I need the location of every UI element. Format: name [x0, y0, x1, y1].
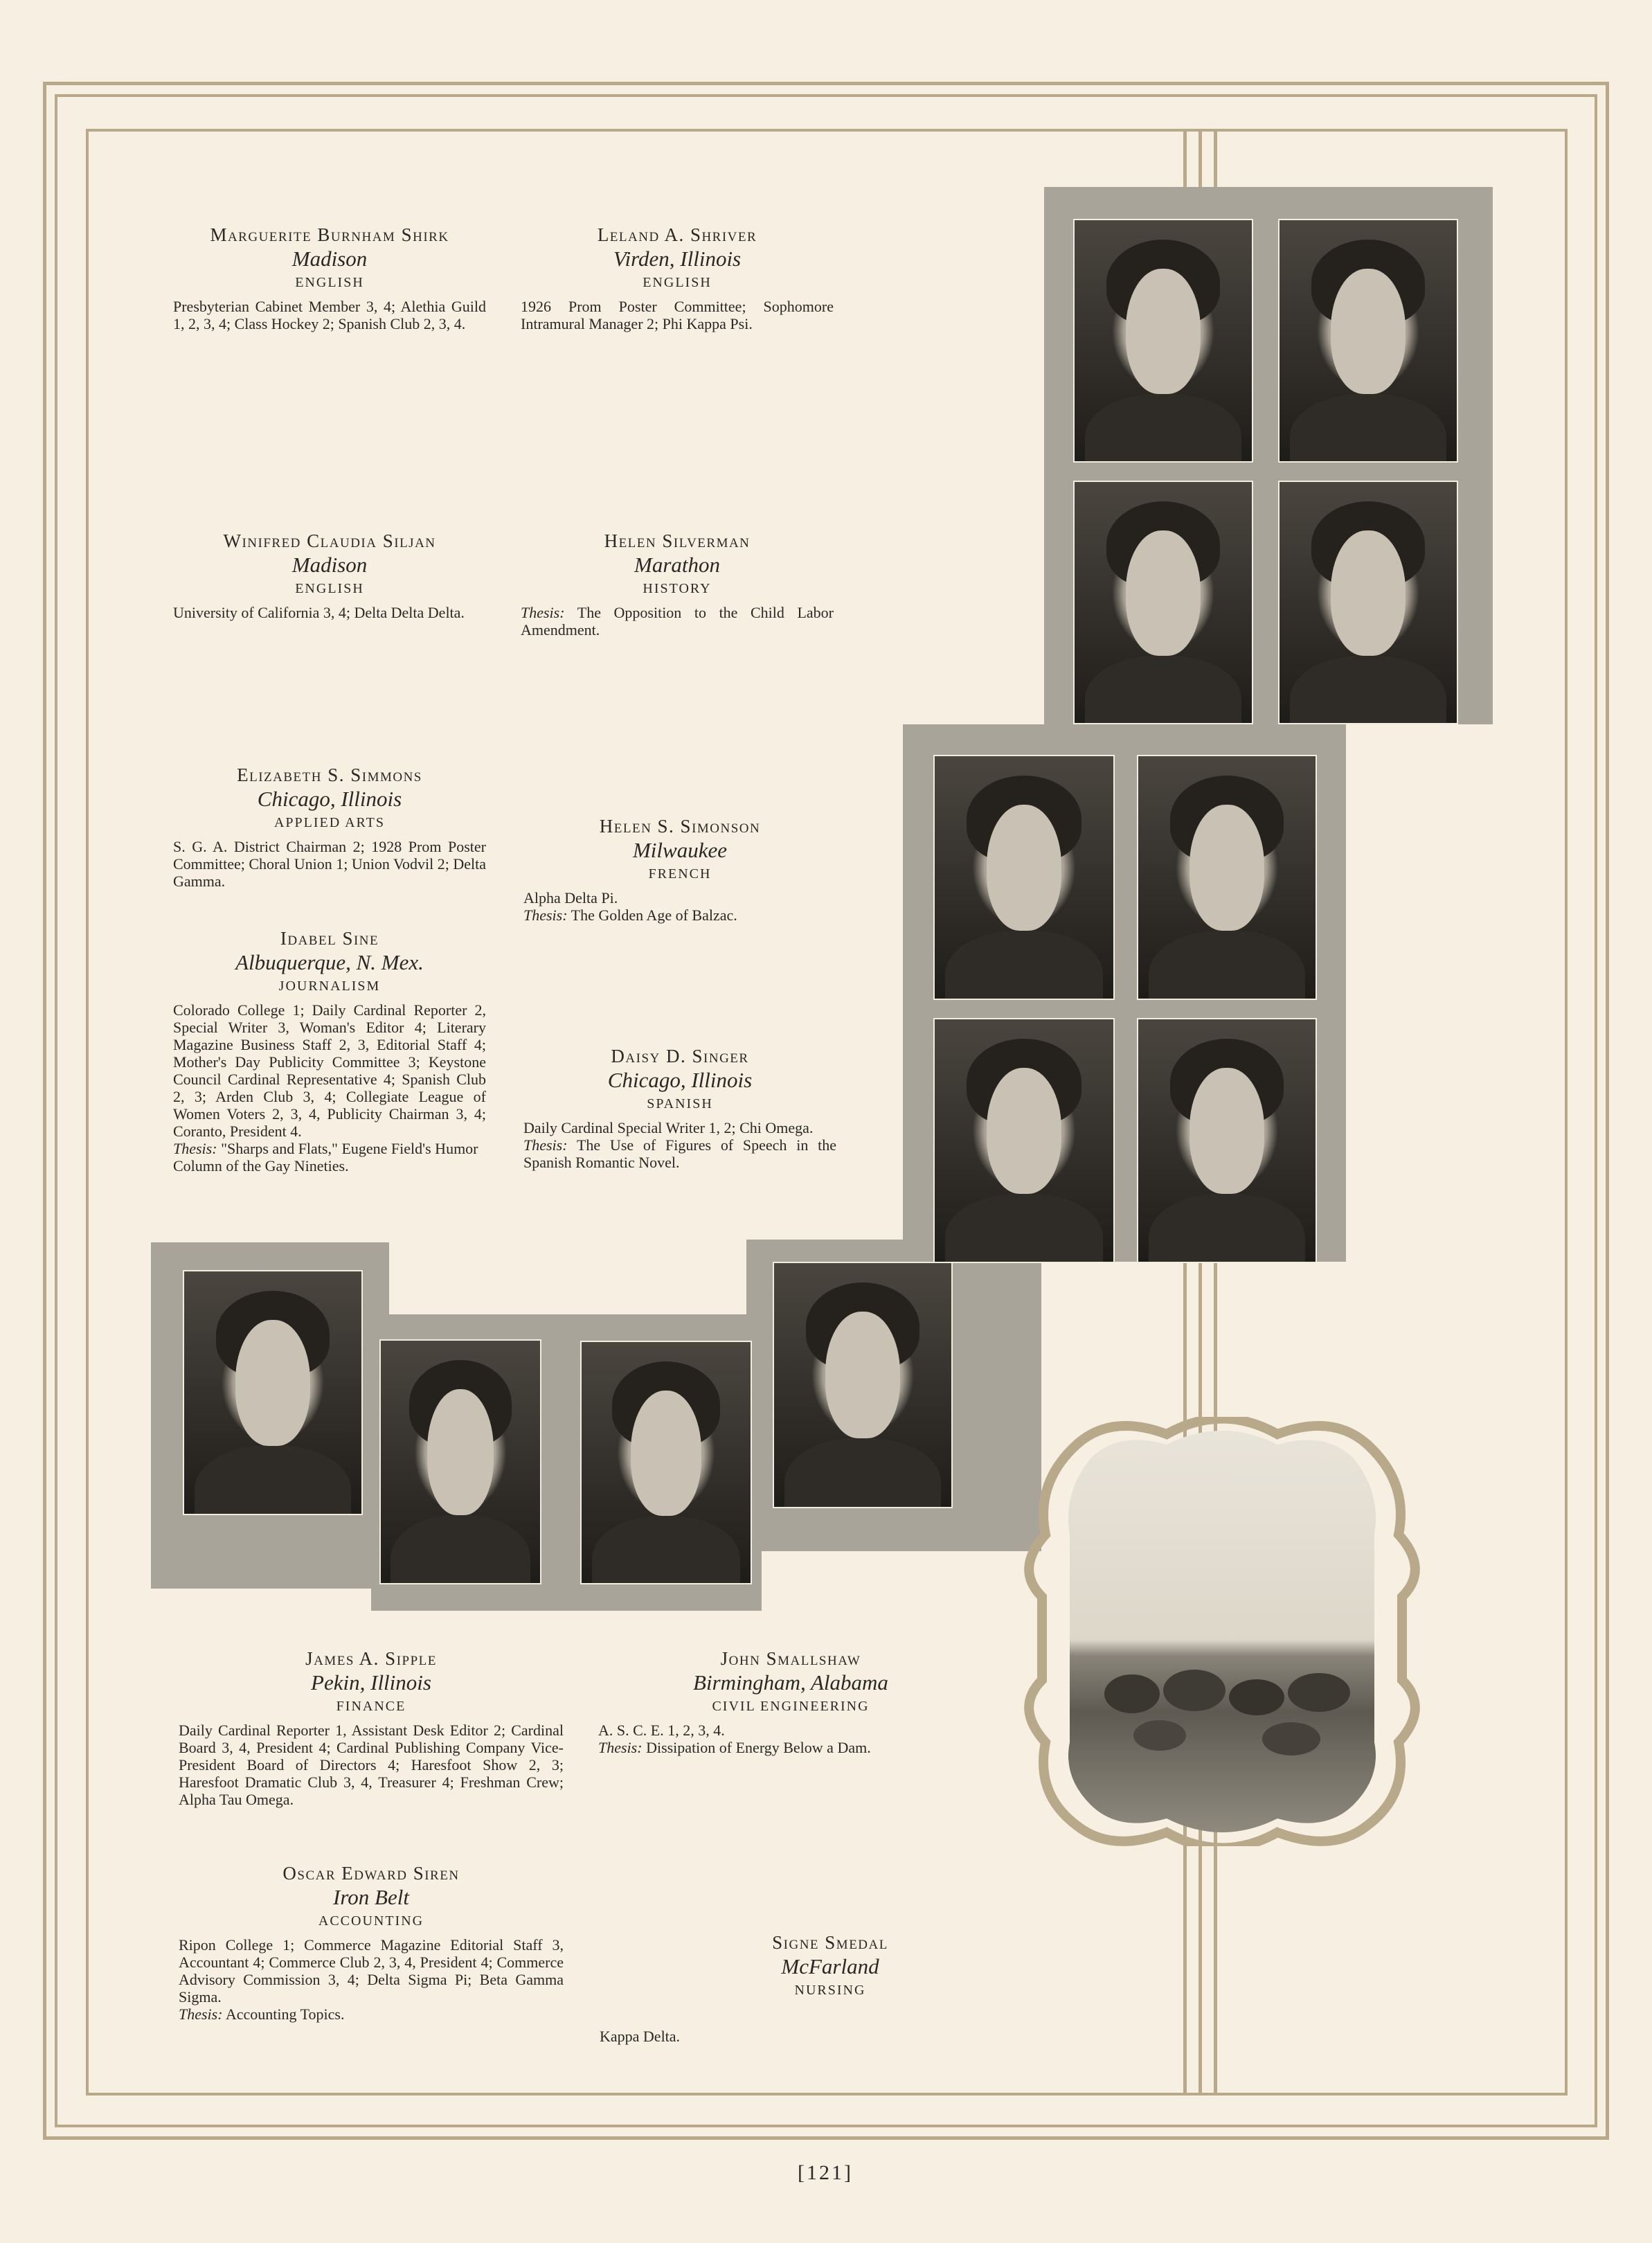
hometown: Madison — [291, 247, 368, 271]
thesis-block — [598, 1739, 983, 1756]
portrait-body — [1149, 1194, 1304, 1263]
major: FRENCH — [648, 866, 712, 882]
entry-sipple — [179, 1647, 564, 1808]
thesis-title: The Golden Age of Balzac. — [571, 906, 737, 924]
landscape-cartouche — [1014, 1417, 1430, 1846]
entry-sine — [173, 927, 486, 1174]
major: CIVIL ENGINEERING — [712, 1699, 870, 1714]
portrait-body — [784, 1438, 940, 1508]
hometown: Chicago, Illinois — [257, 787, 402, 811]
portrait-face — [1189, 805, 1264, 931]
entry-shirk — [173, 223, 486, 332]
student-name: Elizabeth S. Simmons — [237, 765, 422, 785]
student-name: Oscar Edward Siren — [282, 1863, 460, 1884]
thesis-label: Thesis: — [521, 604, 565, 621]
hometown: Albuquerque, N. Mex. — [235, 950, 424, 974]
thesis-block — [179, 2005, 564, 2023]
student-name: Leland A. Shriver — [597, 224, 757, 245]
ornament-bar — [1198, 1814, 1202, 2095]
thesis-block — [173, 1140, 486, 1174]
major: APPLIED ARTS — [273, 815, 386, 830]
activities: 1926 Prom Poster Committee; Sophomore Intramural Manager 2; Phi Kappa Psi. — [521, 298, 834, 332]
activities: Alpha Delta Pi. — [523, 889, 618, 906]
portrait-simmons — [933, 755, 1115, 1000]
major: FINANCE — [336, 1699, 406, 1714]
ornament-bar — [1183, 129, 1187, 187]
portrait-body — [1149, 931, 1304, 1000]
portrait-shriver — [1278, 219, 1458, 463]
portrait-smedal — [773, 1262, 953, 1508]
thesis-title: Accounting Topics. — [225, 2005, 345, 2023]
portrait-sipple — [183, 1270, 363, 1515]
tree — [1262, 1722, 1320, 1755]
ornament-bar — [1183, 1814, 1187, 2095]
portrait-body — [1290, 656, 1446, 724]
thesis-title: The Opposition to the Child Labor Amendment. — [521, 604, 834, 638]
hometown: Chicago, Illinois — [607, 1068, 753, 1092]
entry-silverman — [521, 529, 834, 638]
tree — [1133, 1720, 1186, 1751]
thesis-title: Dissipation of Energy Below a Dam. — [646, 1739, 871, 1756]
hometown: Pekin, Illinois — [311, 1670, 431, 1695]
thesis-title: The Use of Figures of Speech in the Spanish Romantic Novel. — [523, 1136, 836, 1171]
thesis-label: Thesis: — [173, 1140, 217, 1157]
portrait-simonson — [1137, 755, 1317, 1000]
student-name: John Smallshaw — [720, 1648, 861, 1669]
major: ENGLISH — [643, 275, 712, 290]
entry-smallshaw — [598, 1647, 983, 1756]
tree — [1288, 1673, 1350, 1712]
activities: Daily Cardinal Special Writer 1, 2; Chi Omega. — [523, 1119, 814, 1136]
hometown: Birmingham, Alabama — [693, 1670, 888, 1695]
entry-singer — [523, 1044, 836, 1171]
hometown: McFarland — [781, 1954, 879, 1978]
ornament-bar — [1214, 129, 1217, 187]
activities: Presbyterian Cabinet Member 3, 4; Alethia Guild 1, 2, 3, 4; Class Hockey 2; Spanish Club 2, 3, 4. — [173, 298, 486, 332]
portrait-face — [631, 1391, 701, 1516]
portrait-face — [987, 1068, 1061, 1194]
thesis-block — [523, 906, 836, 924]
major: SPANISH — [647, 1096, 713, 1111]
tree — [1229, 1679, 1284, 1715]
portrait-smallshaw — [379, 1339, 541, 1584]
portrait-face — [1331, 530, 1406, 656]
entry-simmons — [173, 763, 486, 890]
page-number-value: 121 — [807, 2161, 844, 2184]
hometown: Madison — [291, 553, 368, 577]
ornament-bar — [1198, 129, 1202, 187]
portrait-face — [235, 1320, 310, 1446]
ornament-bar — [1214, 1814, 1217, 2095]
student-name: Helen Silverman — [604, 530, 751, 551]
major: ENGLISH — [295, 581, 364, 596]
student-name: Helen S. Simonson — [599, 816, 761, 837]
portrait-body — [1085, 394, 1241, 463]
activities: Kappa Delta. — [600, 2028, 681, 2045]
student-name: James A. Sipple — [305, 1648, 437, 1669]
landscape-image — [1056, 1431, 1388, 1832]
tree — [1104, 1674, 1160, 1713]
major: ACCOUNTING — [318, 1913, 424, 1929]
thesis-block — [521, 604, 834, 638]
portrait-face — [1331, 269, 1406, 394]
portrait-face — [1126, 269, 1201, 394]
hometown: Iron Belt — [333, 1885, 409, 1909]
page-number: [121] — [798, 2161, 853, 2184]
student-name: Idabel Sine — [280, 928, 379, 949]
portrait-body — [945, 931, 1102, 1000]
portrait-sine — [933, 1018, 1115, 1263]
portrait-face — [1126, 530, 1201, 656]
entry-siren — [179, 1861, 564, 2023]
portrait-face — [825, 1312, 900, 1438]
thesis-label: Thesis: — [179, 2005, 223, 2023]
portrait-face — [1189, 1068, 1264, 1194]
activities: S. G. A. District Chairman 2; 1928 Prom Poster Committee; Choral Union 1; Union Vodvil 2; Delta Gamma. — [173, 838, 486, 890]
tree — [1163, 1670, 1225, 1711]
entry-smedal — [600, 1931, 985, 2045]
portrait-siljan — [1073, 481, 1253, 724]
hometown: Milwaukee — [632, 838, 727, 862]
portrait-face — [427, 1389, 494, 1515]
entry-simonson — [523, 814, 836, 924]
entry-siljan — [173, 529, 486, 621]
portrait-body — [1085, 656, 1241, 724]
portrait-face — [987, 805, 1061, 931]
major: HISTORY — [643, 581, 712, 596]
hometown: Marathon — [634, 553, 720, 577]
activities: A. S. C. E. 1, 2, 3, 4. — [598, 1722, 725, 1739]
student-name: Signe Smedal — [772, 1932, 888, 1953]
thesis-label: Thesis: — [523, 1136, 568, 1154]
portrait-body — [945, 1194, 1102, 1263]
major: ENGLISH — [295, 275, 364, 290]
student-name: Marguerite Burnham Shirk — [210, 224, 449, 245]
hometown: Virden, Illinois — [613, 247, 742, 271]
major: NURSING — [794, 1983, 866, 1998]
thesis-label: Thesis: — [523, 906, 568, 924]
student-name: Daisy D. Singer — [611, 1046, 749, 1066]
thesis-block — [523, 1136, 836, 1171]
portrait-body — [195, 1446, 350, 1515]
activities: Daily Cardinal Reporter 1, Assistant Desk Editor 2; Cardinal Board 3, 4, President 4; Cardinal Publishing Company Vice-President Board of Directors 4; Haresfoot Show 2, 3; Haresfoot Dramatic Club 3, 4, Treasurer 4; Freshman Crew; Alpha Tau Omega. — [179, 1722, 564, 1808]
portrait-body — [592, 1516, 741, 1584]
student-name: Winifred Claudia Siljan — [223, 530, 436, 551]
thesis-label: Thesis: — [598, 1739, 643, 1756]
entry-shriver — [521, 223, 834, 332]
thesis-title: "Sharps and Flats," Eugene Field's Humor Column of the Gay Nineties. — [173, 1140, 478, 1174]
activities: Colorado College 1; Daily Cardinal Reporter 2, Special Writer 3, Woman's Editor 4; Literary Magazine Business Staff 2, 3, Editorial Staff 4; Mother's Day Publicity Committee 3; Keystone Council Cardinal Representative 4; Spanish Club 2, 3; Arden Club 3, 4; Collegiate League of Women Voters 2, 3, 4, Publicity Chairman 3, 4; Coranto, President 4. — [173, 1001, 486, 1140]
major: JOURNALISM — [278, 978, 381, 994]
portrait-singer — [1137, 1018, 1317, 1263]
portrait-body — [1290, 394, 1446, 463]
portrait-shirk — [1073, 219, 1253, 463]
portrait-siren — [580, 1341, 752, 1584]
activities: University of California 3, 4; Delta Delta Delta. — [173, 604, 465, 621]
portrait-silverman — [1278, 481, 1458, 724]
activities: Ripon College 1; Commerce Magazine Editorial Staff 3, Accountant 4; Commerce Club 2, 3, 4, President 4; Commerce Advisory Commission 3, 4; Delta Sigma Pi; Beta Gamma Sigma. — [179, 1936, 564, 2005]
portrait-body — [390, 1515, 530, 1584]
